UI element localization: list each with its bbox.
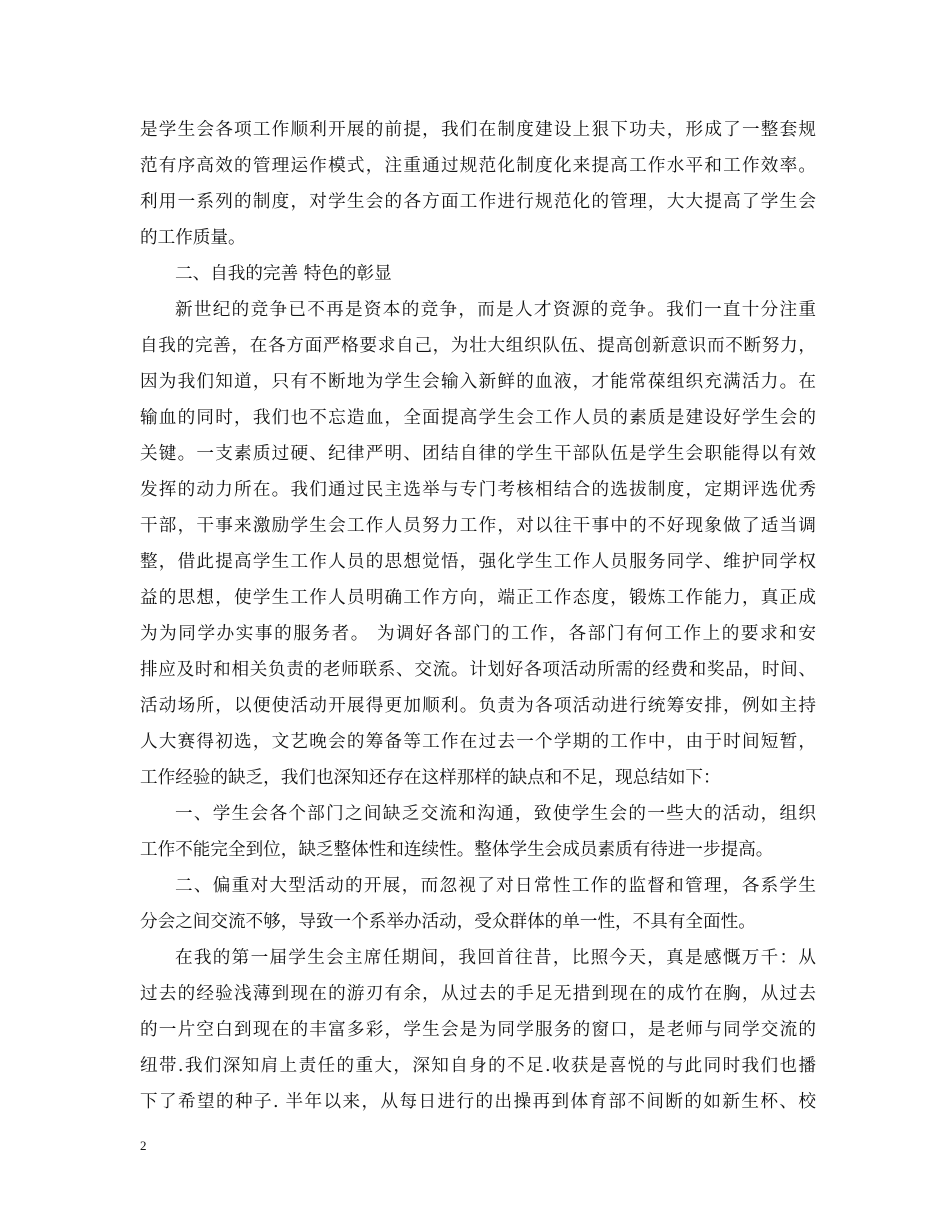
text-line: 益的思想，使学生工作人员明确工作方向，端正工作态度，锻炼工作能力，真正成	[140, 588, 816, 608]
text-line: 下了希望的种子. 半年以来，从每日进行的出操再到体育部不间断的如新生杯、校	[140, 1092, 816, 1112]
text-line: 在我的第一届学生会主席任期间，我回首往昔，比照今天，真是感慨万千：从	[175, 948, 816, 968]
text-line: 整，借此提高学生工作人员的思想觉悟，强化学生工作人员服务同学、维护同学权	[140, 552, 816, 572]
document-body	[140, 112, 816, 1120]
text-line: 一、学生会各个部门之间缺乏交流和沟通，致使学生会的一些大的活动，组织	[175, 804, 816, 824]
text-line: 利用一系列的制度，对学生会的各方面工作进行规范化的管理，大大提高了学生会	[140, 192, 816, 212]
text-line: 发挥的动力所在。我们通过民主选举与专门考核相结合的选拔制度，定期评选优秀	[140, 480, 816, 500]
text-line: 排应及时和相关负责的老师联系、交流。计划好各项活动所需的经费和奖品，时间、	[140, 660, 816, 680]
text-line: 干部，干事来激励学生会工作人员努力工作，对以往干事中的不好现象做了适当调	[140, 516, 816, 536]
text-line: 工作经验的缺乏，我们也深知还存在这样那样的缺点和不足，现总结如下：	[140, 768, 721, 788]
text-line: 活动场所，以便使活动开展得更加顺利。负责为各项活动进行统筹安排，例如主持	[140, 696, 816, 716]
text-line: 的一片空白到现在的丰富多彩，学生会是为同学服务的窗口，是老师与同学交流的	[140, 1020, 816, 1040]
section-heading: 二、自我的完善 特色的彰显	[175, 264, 392, 284]
text-line: 关键。一支素质过硬、纪律严明、团结自律的学生干部队伍是学生会职能得以有效	[140, 444, 816, 464]
text-line: 新世纪的竞争已不再是资本的竞争，而是人才资源的竞争。我们一直十分注重	[175, 300, 816, 320]
text-line: 过去的经验浅薄到现在的游刃有余，从过去的手足无措到现在的成竹在胸，从过去	[140, 984, 816, 1004]
text-line: 的工作质量。	[140, 228, 246, 248]
text-line: 工作不能完全到位，缺乏整体性和连续性。整体学生会成员素质有待进一步提高。	[140, 840, 774, 860]
text-line: 因为我们知道，只有不断地为学生会输入新鲜的血液，才能常葆组织充满活力。在	[140, 372, 816, 392]
text-line: 纽带.我们深知肩上责任的重大，深知自身的不足.收获是喜悦的与此同时我们也播	[140, 1056, 816, 1076]
text-line: 范有序高效的管理运作模式，注重通过规范化制度化来提高工作水平和工作效率。	[140, 156, 816, 176]
text-line: 人大赛得初选，文艺晚会的筹备等工作在过去一个学期的工作中，由于时间短暂，	[140, 732, 816, 752]
text-line: 自我的完善，在各方面严格要求自己，为壮大组织队伍、提高创新意识而不断努力，	[140, 336, 816, 356]
text-line: 为为同学办实事的服务者。 为调好各部门的工作，各部门有何工作上的要求和安	[140, 624, 816, 644]
text-line: 分会之间交流不够，导致一个系举办活动，受众群体的单一性，不具有全面性。	[140, 912, 756, 932]
text-line: 二、偏重对大型活动的开展，而忽视了对日常性工作的监督和管理，各系学生	[175, 876, 816, 896]
page-number: 2	[140, 1138, 147, 1153]
text-line: 输血的同时，我们也不忘造血，全面提高学生会工作人员的素质是建设好学生会的	[140, 408, 816, 428]
text-line: 是学生会各项工作顺利开展的前提，我们在制度建设上狠下功夫，形成了一整套规	[140, 120, 816, 140]
